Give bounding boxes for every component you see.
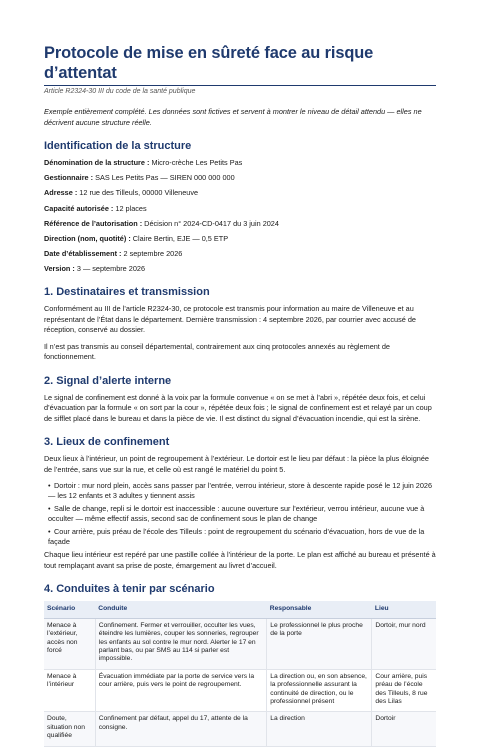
- table-row: [44, 669, 436, 712]
- field-label: Capacité autorisée :: [44, 203, 114, 213]
- field-value: 12 places: [115, 203, 147, 213]
- section-2-paragraph: Le signal de confinement est donné à la voix par la formule convenue « on se met à l’abri », répétée deux fois, et celui d’évacuation par la formule « on sort par la cour », répétée deux fois ; le signal de confinement est et relayé par un coup de sifflet placé dans le bureau et dans la pièce de vie. Il est distinct du signal d’évacuation incendie, qui est la sirène.: [44, 392, 432, 423]
- field-label: Adresse :: [44, 188, 78, 198]
- field-version: [44, 264, 436, 274]
- field-value: Décision n° 2024-CD-0417 du 3 juin 2024: [144, 218, 279, 228]
- table-cell: Doute, situation non qualifiée: [44, 712, 95, 746]
- table-cell: La direction ou, en son absence, la professionnelle assurant la continuité de direction, ou le professionnel présent: [267, 669, 372, 712]
- table-cell: Dortoir: [372, 712, 436, 746]
- field-value: 12 rue des Tilleuls, 00000 Villeneuve: [79, 188, 199, 198]
- list-item-text: Dortoir : mur nord plein, accès sans passer par l’entrée, verrou intérieur, store à descente rapide posé le 12 juin 2026 — les 12 enfants et 3 adultes y tiennent assis: [48, 481, 433, 501]
- page-title: Protocole de mise en sûreté face au risque d’attentat: [44, 44, 374, 82]
- title-divider: [44, 85, 436, 86]
- field-name: [44, 158, 436, 168]
- field-label: Dénomination de la structure :: [44, 158, 150, 167]
- section-1-paragraph: Conformément au III de l’article R2324-30, ce protocole est transmis pour information au maire de Villeneuve et au représentant de l’État dans le département. Dernière transmission : 4 septembre 2026, par courrier avec accusé de réception, conservé au dossier.: [44, 304, 416, 335]
- section-1-heading: 1. Destinataires et transmission: [44, 286, 210, 299]
- section-4-heading: 4. Conduites à tenir par scénario: [44, 583, 215, 596]
- list-item: • Dortoir : mur nord plein, accès sans passer par l’entrée, verrou intérieur, store à descente rapide posé le 12 juin 2026 — les 12 enfants et 3 adultes y tiennent assis: [48, 481, 433, 501]
- list-item: • Cour arrière, puis préau de l’école des Tilleuls : point de regroupement du scénario d’évacuation, hors de vue de la façade: [48, 527, 425, 547]
- field-label: Référence de l’autorisation :: [44, 218, 143, 228]
- field-label: Gestionnaire :: [44, 173, 94, 183]
- table-row: [44, 712, 436, 746]
- list-item: • Salle de change, repli si le dortoir est inaccessible : aucune ouverture sur l’extérieur, verrou intérieur, aucune vue à occulter — même effectif assis, second sac de confinement sous le plan de change: [48, 504, 425, 524]
- field-value: 2 septembre 2026: [123, 249, 183, 259]
- table-cell: Confinement. Fermer et verrouiller, occulter les vues, éteindre les lumières, couper les sonneries, regrouper les enfants au sol contre le mur nord. Alerter le 17 en parlant bas, ou par SMS au 114 si parler est impossible.: [95, 618, 267, 669]
- column-header: Scénario: [44, 601, 95, 618]
- intro-note: Exemple entièrement complété. Les données sont fictives et servent à montrer le niveau de détail attendu — elles ne décrivent aucune structure réelle.: [44, 107, 422, 127]
- list-item-text: Cour arrière, puis préau de l’école des Tilleuls : point de regroupement du scénario d’évacuation, hors de vue de la façade: [48, 527, 425, 547]
- field-value: 3 — septembre 2026: [76, 264, 146, 274]
- field-capacity: [44, 204, 436, 214]
- field-address: [44, 188, 436, 198]
- table-cell: Menace à l’extérieur, accès non forcé: [44, 618, 95, 669]
- field-label: Version :: [44, 264, 75, 274]
- section-3-paragraph: Deux lieux à l’intérieur, un point de regroupement à l’extérieur. Le dortoir est le lieu par défaut : la pièce la plus éloignée de l’entrée, sans vue sur la rue, et celle où est rangé le matériel du point 5.: [44, 454, 429, 474]
- table-cell: Le professionnel le plus proche de la porte: [267, 618, 372, 669]
- table-row: [44, 618, 436, 669]
- field-value: Claire Bertin, EJE — 0,5 ETP: [132, 233, 229, 243]
- column-header: Conduite: [95, 601, 267, 618]
- field-label: Date d’établissement :: [44, 249, 122, 259]
- field-value: Micro-crèche Les Petits Pas: [151, 158, 243, 167]
- table-header-row: [44, 601, 436, 618]
- section-1-paragraph: Il n’est pas transmis au conseil départemental, contrairement aux cinq protocoles annexés au règlement de fonctionnement.: [44, 341, 390, 362]
- field-authorisation: [44, 219, 436, 229]
- field-manager: [44, 173, 436, 183]
- table-cell: Dortoir, mur nord: [372, 618, 436, 669]
- column-header: Responsable: [267, 601, 372, 618]
- section-2-heading: 2. Signal d’alerte interne: [44, 374, 172, 387]
- field-value: SAS Les Petits Pas — SIREN 000 000 000: [95, 173, 235, 183]
- page-subtitle: Article R2324-30 III du code de la santé publique: [44, 88, 196, 95]
- scenario-table: [44, 601, 436, 746]
- table-cell: Cour arrière, puis préau de l’école des Tilleuls, 8 rue des Lilas: [372, 669, 436, 712]
- confinement-places-list: [44, 481, 436, 547]
- field-direction: [44, 234, 436, 244]
- section-3-paragraph: Chaque lieu intérieur est repéré par une pastille collée à l’intérieur de la porte. Le plan est affiché au bureau et présenté à tout remplaçant avant sa prise de poste, émargement au livret d’accueil.: [44, 550, 436, 570]
- field-label: Direction (nom, quotité) :: [44, 233, 131, 243]
- field-date: [44, 249, 436, 259]
- table-cell: Évacuation immédiate par la porte de service vers la cour arrière, puis vers le point de regroupement.: [95, 669, 267, 712]
- identification-heading: Identification de la structure: [44, 140, 192, 152]
- section-3-heading: 3. Lieux de confinement: [44, 436, 170, 449]
- table-cell: La direction: [267, 712, 372, 746]
- identification-list: [44, 158, 436, 274]
- column-header: Lieu: [372, 601, 436, 618]
- table-cell: Menace à l’intérieur: [44, 669, 95, 712]
- table-cell: Confinement par défaut, appel du 17, attente de la consigne.: [95, 712, 267, 746]
- list-item-text: Salle de change, repli si le dortoir est inaccessible : aucune ouverture sur l’extérieur, verrou intérieur, aucune vue à occulter — même effectif assis, second sac de confinement sous le plan de change: [48, 504, 425, 524]
